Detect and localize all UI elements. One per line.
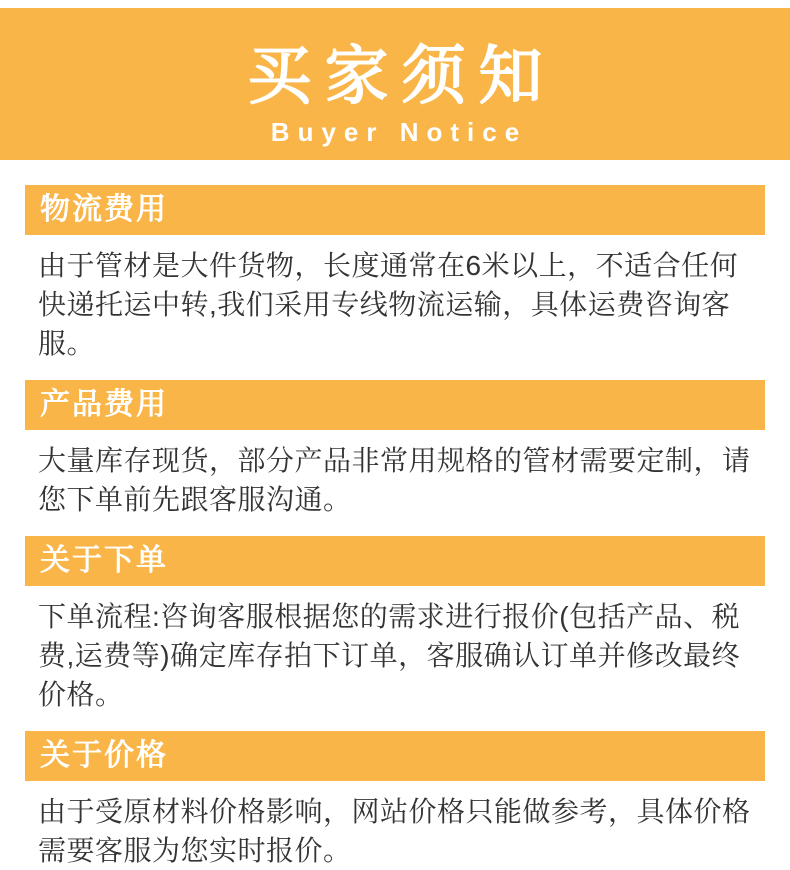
section-logistics-fees: [25, 185, 765, 363]
notice-sections: [0, 160, 790, 870]
banner-title: 买家须知: [247, 40, 556, 112]
section-body-logistics-fees: 由于管材是大件货物，长度通常在6米以上，不适合任何快递托运中转,我们采用专线物流运输，具体运费咨询客服。: [38, 250, 739, 359]
section-body-product-fees: 大量库存现货，部分产品非常用规格的管材需要定制，请您下单前先跟客服沟通。: [38, 445, 751, 515]
banner-subtitle: Buyer Notice: [270, 117, 528, 147]
section-about-ordering: [25, 536, 765, 714]
section-heading-product-fees: 产品费用: [25, 380, 765, 430]
buyer-notice-page: [0, 8, 790, 866]
section-heading-about-price: 关于价格: [25, 731, 765, 781]
section-heading-logistics-fees: 物流费用: [25, 185, 765, 235]
section-body-about-price: 由于受原材料价格影响，网站价格只能做参考，具体价格需要客服为您实时报价。: [38, 796, 751, 866]
section-about-price: [25, 731, 765, 870]
section-body-about-ordering: 下单流程:咨询客服根据您的需求进行报价(包括产品、税费,运费等)确定库存拍下订单，客服确认订单并修改最终价格。: [38, 601, 741, 710]
section-heading-about-ordering: 关于下单: [25, 536, 765, 586]
section-product-fees: [25, 380, 765, 519]
banner: [0, 8, 790, 160]
